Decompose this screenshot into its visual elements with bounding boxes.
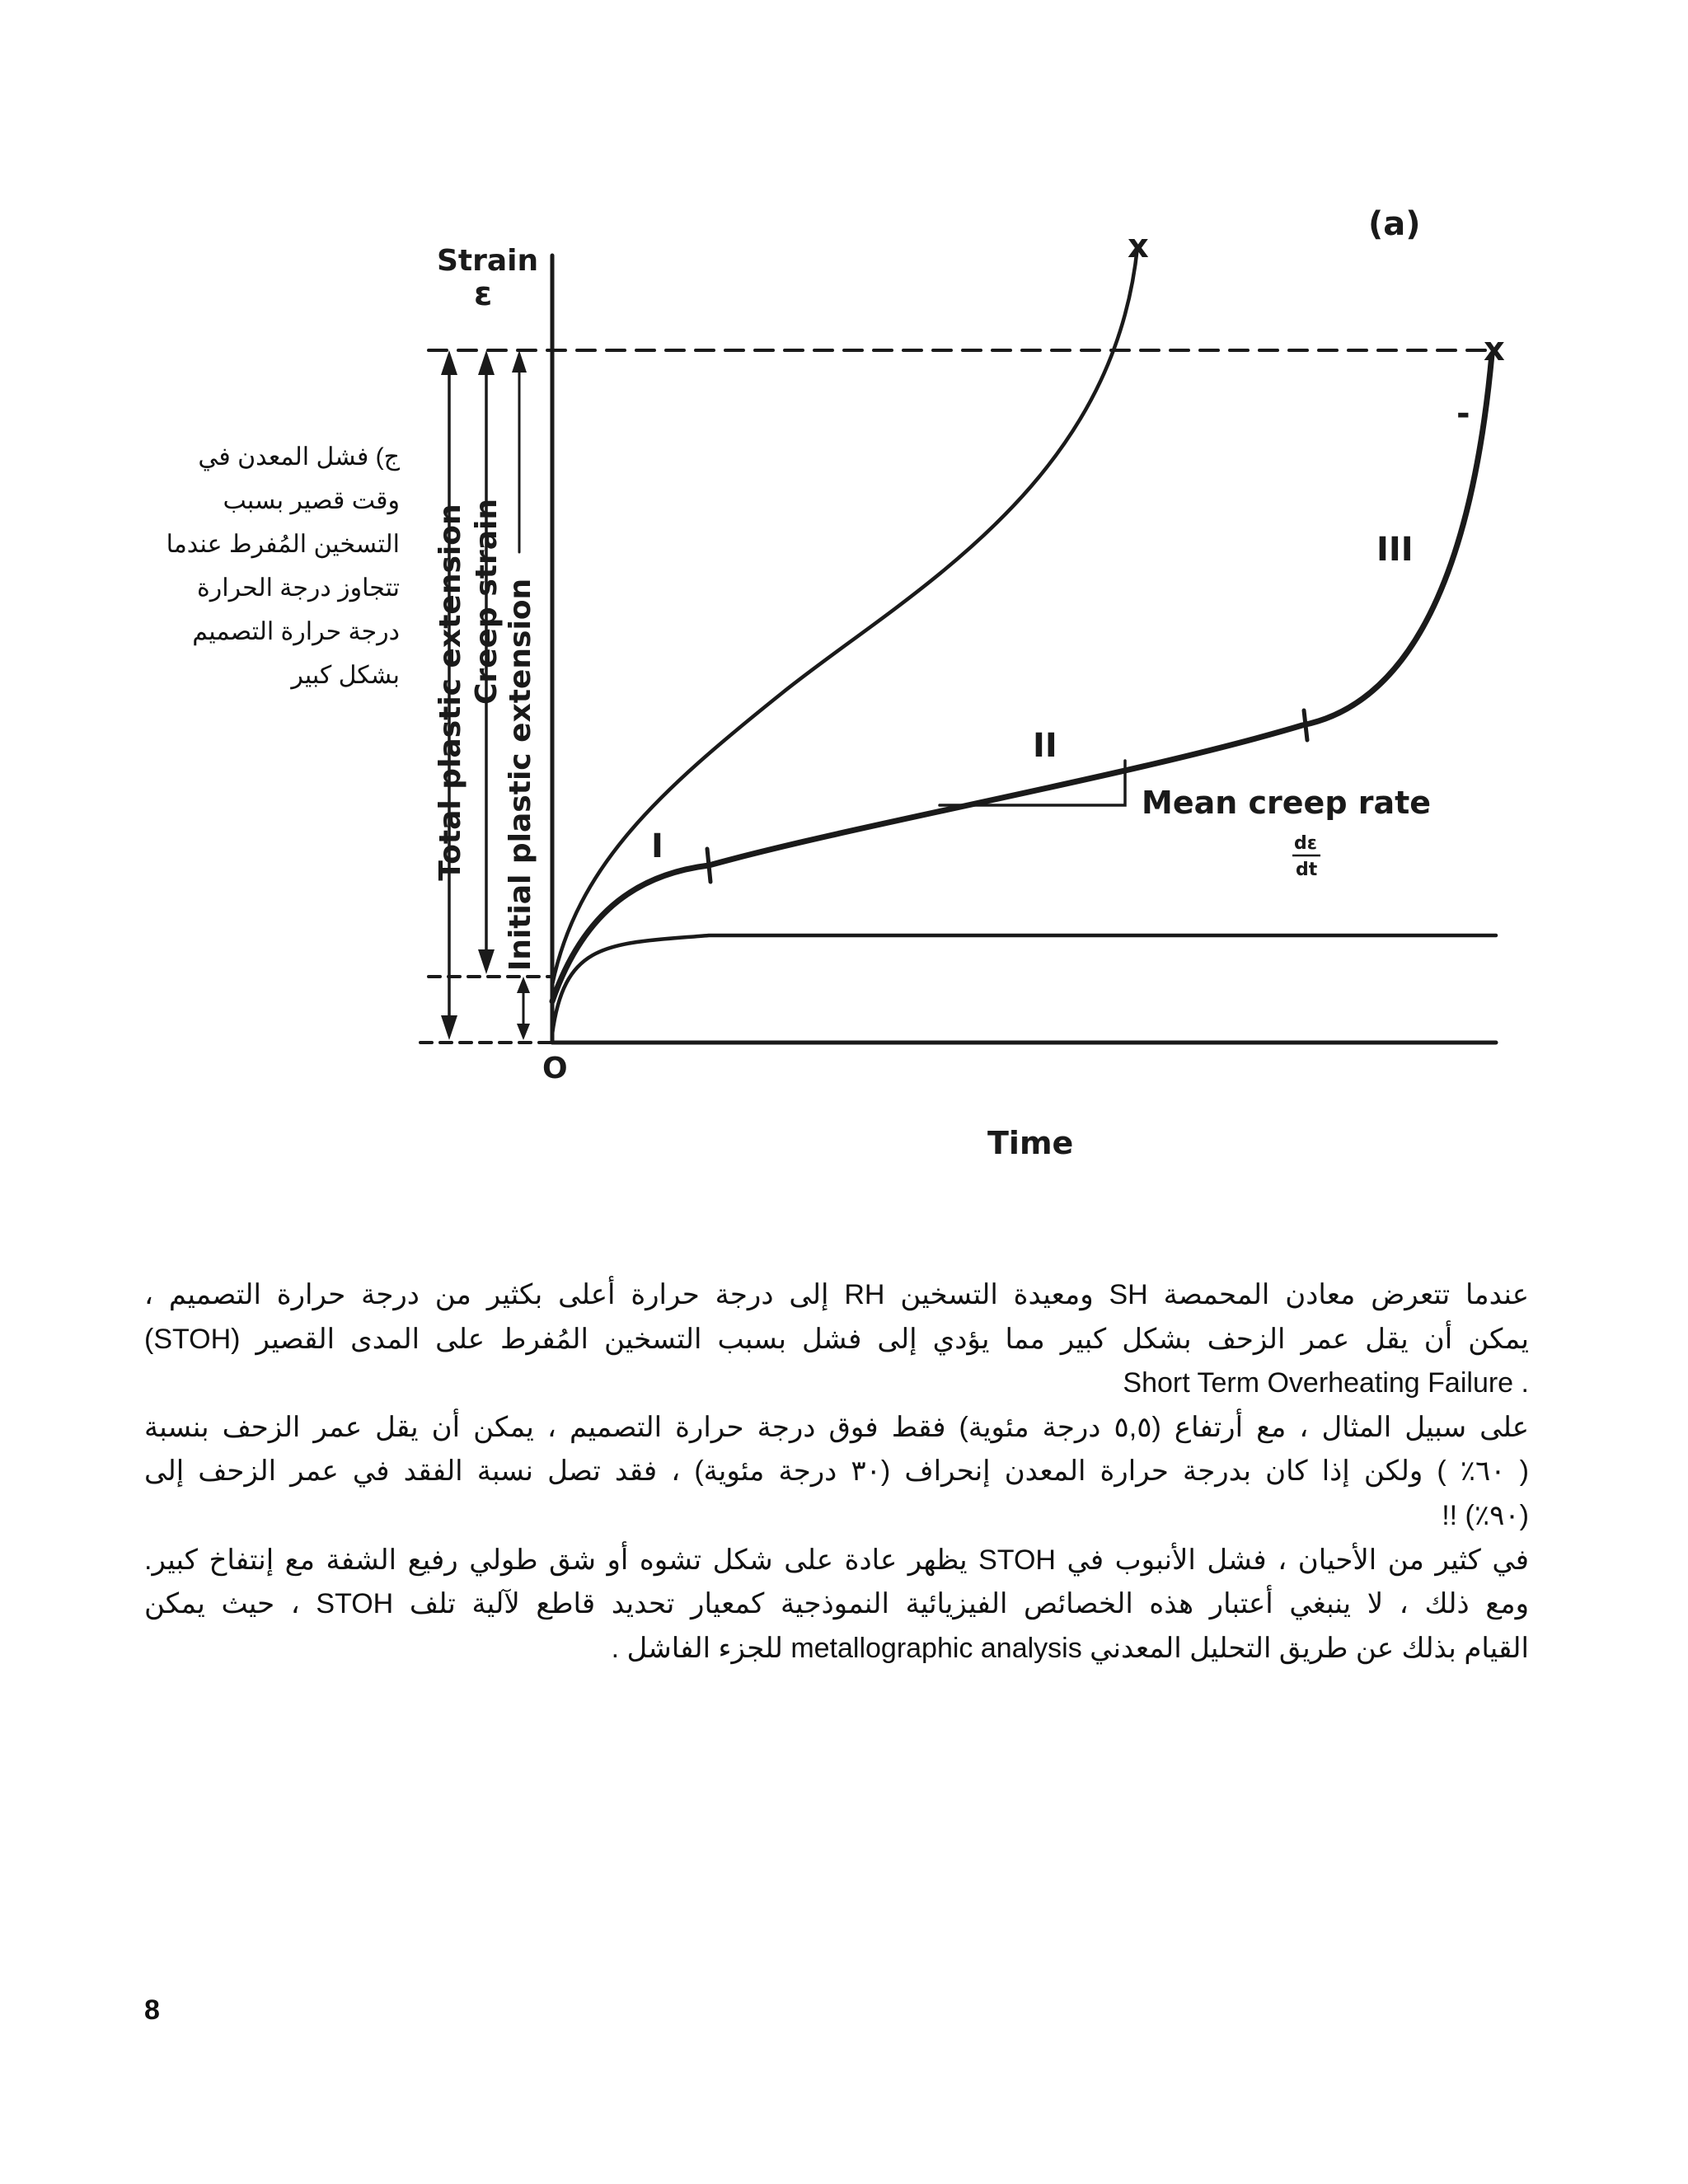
rate-denominator: dt [1296, 860, 1318, 880]
y-axis-symbol: ε [474, 275, 493, 313]
x-axis-label: Time [987, 1125, 1074, 1161]
mean-creep-rate-triangle [940, 761, 1125, 805]
stage-I-end-tick [707, 849, 710, 882]
y-axis-label: Strain [437, 244, 539, 278]
creep-curve-figure [396, 190, 1550, 1203]
stage-III-start-tick: - [1456, 395, 1470, 433]
creep-curve-diagram [396, 190, 1550, 1203]
failure-marker-2: x [1484, 330, 1505, 368]
failure-marker-1: x [1128, 227, 1149, 265]
main-creep-curve [552, 354, 1492, 1001]
body-line: يمكن أن يقل عمر الزحف بشكل كبير مما يؤدي إلى فشل بسبب التسخين المُفرط على المدى القصير (STOH) [144, 1323, 1529, 1355]
initial-plastic-extension-label: Initial plastic extension [504, 578, 537, 972]
page-number: 8 [144, 1994, 160, 2026]
side-note-line: ج) فشل المعدن في [198, 443, 400, 471]
rate-numerator: dε [1294, 833, 1317, 854]
origin-label: O [542, 1052, 568, 1085]
stage-II-label: II [1033, 727, 1057, 765]
panel-label: (a) [1368, 205, 1421, 243]
side-note [152, 435, 400, 697]
body-line: على سبيل المثال ، مع أرتفاع (٥,٥ درجة مئوية) فقط فوق درجة حرارة التصميم ، يمكن أن يقل عمر الزحف بنسبة [144, 1411, 1529, 1443]
side-note-line: بشكل كبير [291, 662, 400, 689]
stage-III-label: III [1376, 531, 1414, 569]
creep-strain-label: Creep strain [470, 499, 504, 705]
body-line: ( ٦٠٪ ) ولكن إذا كان بدرجة حرارة المعدن إنحراف (٣٠ درجة مئوية) ، فقد تصل نسبة الفقد في عمر الزحف إلى [144, 1455, 1529, 1488]
side-note-line: وقت قصير بسبب [223, 487, 400, 514]
body-line: في كثير من الأحيان ، فشل الأنبوب في STOH يظهر عادة على شكل تشوه أو شق طولي رفيع الشفة مع إنتفاخ كبير. [144, 1544, 1529, 1576]
body-line: ومع ذلك ، لا ينبغي أعتبار هذه الخصائص الفيزيائية النموذجية كمعيار تحديد قاطع لآلية تلف STOH ، حيث يمكن [144, 1588, 1529, 1620]
body-line: القيام بذلك عن طريق التحليل المعدني metallographic analysis للجزء الفاشل . [611, 1632, 1529, 1664]
side-note-line: درجة حرارة التصميم [192, 618, 400, 645]
body-line: (٩٠٪) !! [1442, 1499, 1529, 1531]
body-line: . Short Term Overheating Failure [1123, 1367, 1529, 1399]
body-paragraphs [144, 1273, 1529, 1671]
stage-II-end-tick [1304, 710, 1307, 740]
side-note-line: تتجاوز درجة الحرارة [197, 574, 400, 602]
flat-creep-curve [552, 935, 1496, 1034]
high-temperature-creep-curve [552, 247, 1137, 985]
total-plastic-extension-label: Total plastic extension [434, 504, 467, 881]
mean-creep-rate-label: Mean creep rate [1142, 785, 1432, 821]
body-line: عندما تتعرض معادن المحمصة SH ومعيدة التسخين RH إلى درجة حرارة أعلى بكثير من درجة حرارة التصميم ، [144, 1279, 1530, 1310]
side-note-line: التسخين المُفرط عندما [166, 531, 400, 558]
stage-I-label: I [651, 827, 663, 865]
